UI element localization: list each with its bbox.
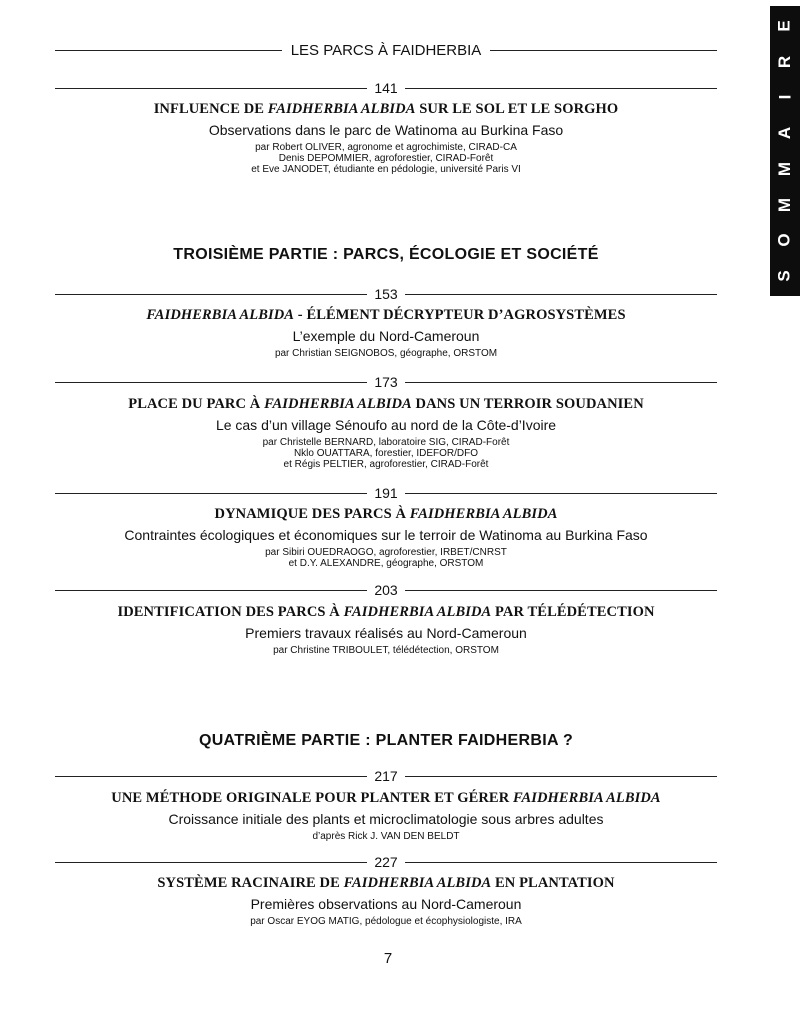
toc-entry-rule	[55, 483, 717, 503]
title-species-name: FAIDHERBIA ALBIDA	[146, 307, 295, 323]
toc-entry-subtitle: Contraintes écologiques et économiques sur le terroir de Watinoma au Burkina Faso	[124, 527, 648, 543]
author-line: par Oscar EYOG MATIG, pédologue et écophysiologiste, IRA	[250, 916, 522, 927]
toc-entry	[55, 789, 717, 842]
title-text: UNE MÉTHODE ORIGINALE POUR PLANTER ET GÉRER	[111, 790, 513, 806]
toc-entry-authors	[55, 348, 717, 359]
toc-entry-subtitle: Premiers travaux réalisés au Nord-Cameroun	[245, 625, 527, 641]
author-line: par Christian SEIGNOBOS, géographe, ORSTOM	[274, 348, 498, 359]
page-number: 7	[383, 950, 393, 967]
part-title: TROISIÈME PARTIE : PARCS, ÉCOLOGIE ET SOCIÉTÉ	[173, 246, 599, 263]
rule-left	[55, 862, 367, 863]
toc-entry	[55, 874, 717, 927]
title-text: PLACE DU PARC À	[128, 396, 265, 412]
title-species-name: FAIDHERBIA ALBIDA	[409, 506, 558, 522]
toc-entry	[55, 395, 717, 470]
toc-entry-rule	[55, 852, 717, 872]
title-text: - ÉLÉMENT DÉCRYPTEUR D’AGROSYSTÈMES	[294, 307, 626, 323]
toc-page-number[interactable]: 141	[374, 80, 398, 96]
author-line: par Sibiri OUEDRAOGO, agroforestier, IRBET/CNRST	[265, 547, 507, 558]
author-line: et D.Y. ALEXANDRE, géographe, ORSTOM	[288, 558, 484, 569]
header-rule-right	[490, 50, 717, 51]
author-line: et Eve JANODET, étudiante en pédologie, université Paris VI	[251, 164, 521, 175]
rule-right	[405, 294, 717, 295]
toc-entry	[55, 603, 717, 656]
title-text: DYNAMIQUE DES PARCS À	[214, 506, 410, 522]
toc-entry-title[interactable]	[55, 306, 717, 324]
toc-entry-rule	[55, 372, 717, 392]
sommaire-side-tab	[770, 6, 800, 296]
rule-left	[55, 294, 367, 295]
side-tab-letter: O	[774, 233, 794, 247]
toc-entry-authors	[55, 916, 717, 927]
toc-page-number[interactable]: 217	[374, 768, 398, 784]
toc-entry-rule	[55, 78, 717, 98]
toc-entry-title[interactable]	[55, 505, 717, 523]
toc-entry-authors	[55, 831, 717, 842]
toc-entry-rule	[55, 580, 717, 600]
rule-right	[405, 862, 717, 863]
toc-entry-authors	[55, 437, 717, 470]
author-line: par Christelle BERNARD, laboratoire SIG, CIRAD-Forêt	[262, 437, 510, 448]
title-species-name: FAIDHERBIA ALBIDA	[343, 875, 492, 891]
side-tab-letter: I	[774, 95, 794, 100]
rule-right	[405, 493, 717, 494]
rule-right	[405, 776, 717, 777]
toc-entry	[55, 100, 717, 175]
side-tab-letter: A	[775, 126, 794, 140]
title-species-name: FAIDHERBIA ALBIDA	[343, 604, 492, 620]
title-species-name: FAIDHERBIA ALBIDA	[267, 101, 416, 117]
section-header-title: LES PARCS À FAIDHERBIA	[290, 41, 482, 59]
toc-entry-subtitle: Observations dans le parc de Watinoma au Burkina Faso	[208, 122, 564, 138]
side-tab-letter: M	[774, 197, 794, 212]
side-tab-letter: R	[775, 55, 794, 68]
author-line: par Christine TRIBOULET, télédétection, ORSTOM	[273, 645, 499, 656]
author-line: par Robert OLIVER, agronome et agrochimiste, CIRAD-CA	[255, 142, 517, 153]
side-tab-letter: S	[775, 270, 794, 282]
toc-entry-rule	[55, 284, 717, 304]
toc-entry-title[interactable]	[55, 395, 717, 413]
toc-page-number[interactable]: 191	[374, 485, 398, 501]
rule-right	[405, 590, 717, 591]
rule-left	[55, 493, 367, 494]
rule-right	[405, 88, 717, 89]
toc-entry-subtitle: Croissance initiale des plants et microclimatologie sous arbres adultes	[168, 811, 604, 827]
title-species-name: FAIDHERBIA ALBIDA	[513, 790, 661, 806]
toc-entry-rule	[55, 766, 717, 786]
toc-page-number[interactable]: 227	[374, 854, 398, 870]
title-text: INFLUENCE DE	[153, 101, 268, 117]
header-rule-left	[55, 50, 282, 51]
toc-page-number[interactable]: 203	[374, 582, 398, 598]
toc-entry-title[interactable]	[55, 874, 717, 892]
toc-entry-authors	[55, 645, 717, 656]
side-tab-letter: M	[774, 161, 794, 176]
title-text: DANS UN TERROIR SOUDANIEN	[411, 396, 644, 412]
part-title: QUATRIÈME PARTIE : PLANTER FAIDHERBIA ?	[198, 732, 574, 749]
toc-entry	[55, 306, 717, 359]
toc-entry	[55, 505, 717, 569]
title-text: PAR TÉLÉDÉTECTION	[491, 604, 655, 620]
title-species-name: FAIDHERBIA ALBIDA	[264, 396, 412, 412]
rule-right	[405, 382, 717, 383]
rule-left	[55, 590, 367, 591]
title-text: SUR LE SOL ET LE SORGHO	[415, 101, 619, 117]
toc-entry-title[interactable]	[55, 789, 717, 807]
toc-entry-subtitle: L’exemple du Nord-Cameroun	[292, 328, 480, 344]
toc-page-number[interactable]: 173	[374, 374, 398, 390]
rule-left	[55, 88, 367, 89]
title-text: EN PLANTATION	[491, 875, 615, 891]
rule-left	[55, 776, 367, 777]
toc-entry-title[interactable]	[55, 603, 717, 621]
toc-entry-authors	[55, 142, 717, 175]
side-tab-letter: E	[775, 20, 794, 32]
toc-page-number[interactable]: 153	[374, 286, 398, 302]
title-text: SYSTÈME RACINAIRE DE	[157, 875, 344, 891]
toc-entry-subtitle: Le cas d’un village Sénoufo au nord de la Côte-d’Ivoire	[215, 417, 557, 433]
author-line: Nklo OUATTARA, forestier, IDEFOR/DFO	[293, 448, 479, 459]
author-line: Denis DEPOMMIER, agroforestier, CIRAD-Forêt	[278, 153, 494, 164]
toc-entry-subtitle: Premières observations au Nord-Cameroun	[250, 896, 522, 912]
author-line: et Régis PELTIER, agroforestier, CIRAD-Forêt	[283, 459, 489, 470]
toc-entry-title[interactable]	[55, 100, 717, 118]
section-header	[55, 40, 717, 60]
rule-left	[55, 382, 367, 383]
title-text: IDENTIFICATION DES PARCS À	[117, 604, 344, 620]
author-line: d’après Rick J. VAN DEN BELDT	[312, 831, 460, 842]
toc-entry-authors	[55, 547, 717, 569]
